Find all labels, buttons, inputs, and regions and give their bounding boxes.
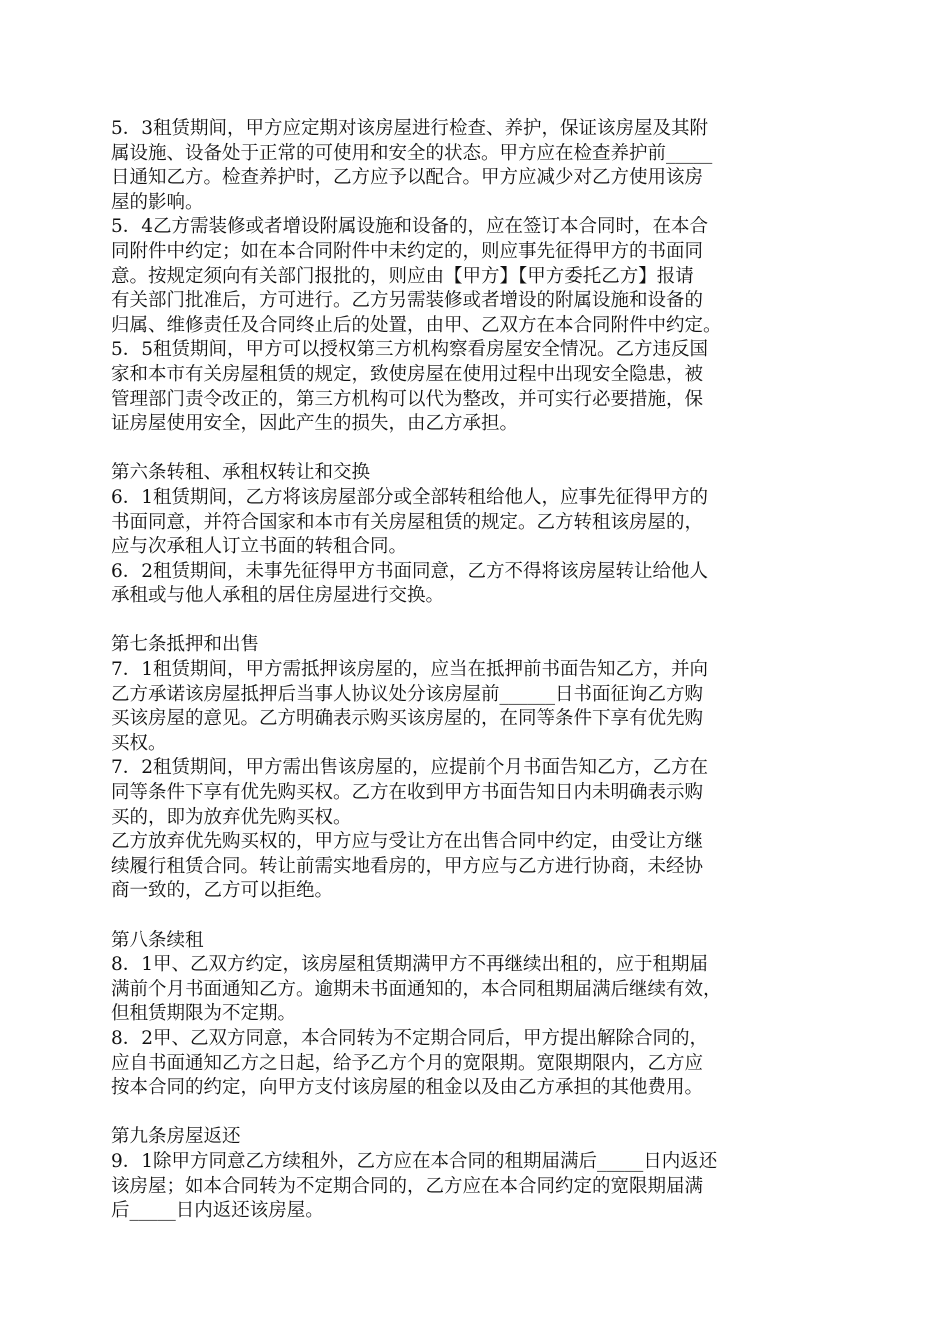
section-clause-5 bbox=[111, 117, 844, 437]
clause-6-2-line-2: 承租或与他人承租的居住房屋进行交换。 bbox=[111, 585, 445, 607]
clause-9-1-line-3: 后_____日内返还该房屋。 bbox=[111, 1200, 324, 1222]
clause-5-3-line-4: 屋的影响。 bbox=[111, 191, 204, 213]
clause-8-2-line-1: 8．2甲、乙双方同意，本合同转为不定期合同后，甲方提出解除合同的， bbox=[111, 1027, 709, 1049]
clause-5-4-line-3: 意。按规定须向有关部门报批的，则应由【甲方】【甲方委托乙方】报请 bbox=[111, 265, 694, 287]
clause-7-1-line-1: 7．1租赁期间，甲方需抵押该房屋的，应当在抵押前书面告知乙方，并向 bbox=[111, 659, 709, 681]
clause-5-4-line-2: 同附件中约定；如在本合同附件中未约定的，则应事先征得甲方的书面同 bbox=[111, 240, 704, 262]
article-9-heading: 第九条房屋返还 bbox=[111, 1126, 241, 1148]
clause-5-3-line-3: 日通知乙方。检查养护时，乙方应予以配合。甲方应减少对乙方使用该房 bbox=[111, 167, 704, 189]
clause-6-1-line-2: 书面同意，并符合国家和本市有关房屋租赁的规定。乙方转租该房屋的， bbox=[111, 511, 704, 533]
section-spacer bbox=[111, 437, 844, 462]
clause-8-2-line-2: 应自书面通知乙方之日起，给予乙方个月的宽限期。宽限期限内，乙方应 bbox=[111, 1052, 704, 1074]
clause-8-1-line-1: 8．1甲、乙双方约定，该房屋租赁期满甲方不再继续出租的，应于租期届 bbox=[111, 954, 709, 976]
clause-5-4-line-4: 有关部门批准后，方可进行。乙方另需装修或者增设的附属设施和设备的 bbox=[111, 290, 704, 312]
clause-7-2-line-3: 买的，即为放弃优先购买权。 bbox=[111, 806, 352, 828]
section-spacer bbox=[111, 904, 844, 929]
clause-6-2-line-1: 6．2租赁期间，未事先征得甲方书面同意，乙方不得将该房屋转让给他人 bbox=[111, 560, 709, 582]
clause-7-2-line-1: 7．2租赁期间，甲方需出售该房屋的，应提前个月书面告知乙方，乙方在 bbox=[111, 757, 709, 779]
clause-5-5-line-4: 证房屋使用安全，因此产生的损失，由乙方承担。 bbox=[111, 413, 519, 435]
document-body bbox=[111, 117, 844, 1224]
article-7-heading: 第七条抵押和出售 bbox=[111, 634, 260, 656]
clause-5-4-line-1: 5．4乙方需装修或者增设附属设施和设备的，应在签订本合同时，在本合 bbox=[111, 216, 709, 238]
clause-7-2-para-line-3: 商一致的，乙方可以拒绝。 bbox=[111, 880, 334, 902]
clause-5-3-line-2: 属设施、设备处于正常的可使用和安全的状态。甲方应在检查养护前_____ bbox=[111, 142, 713, 164]
clause-9-1-line-2: 该房屋；如本合同转为不定期合同的，乙方应在本合同约定的宽限期届满 bbox=[111, 1175, 704, 1197]
clause-6-1-line-3: 应与次承租人订立书面的转租合同。 bbox=[111, 536, 408, 558]
clause-8-1-line-3: 但租赁期限为不定期。 bbox=[111, 1003, 297, 1025]
clause-7-1-line-2: 乙方承诺该房屋抵押后当事人协议处分该房屋前______日书面征询乙方购 bbox=[111, 683, 704, 705]
section-spacer bbox=[111, 1101, 844, 1126]
article-6-heading: 第六条转租、承租权转让和交换 bbox=[111, 462, 371, 484]
section-article-6 bbox=[111, 461, 844, 609]
clause-8-1-line-2: 满前个月书面通知乙方。逾期未书面通知的，本合同租期届满后继续有效， bbox=[111, 978, 722, 1000]
section-article-8 bbox=[111, 929, 844, 1101]
section-article-9 bbox=[111, 1125, 844, 1223]
clause-9-1-line-1: 9．1除甲方同意乙方续租外，乙方应在本合同的租期届满后_____日内返还 bbox=[111, 1150, 718, 1172]
clause-7-2-line-2: 同等条件下享有优先购买权。乙方在收到甲方书面告知日内未明确表示购 bbox=[111, 782, 704, 804]
section-spacer bbox=[111, 609, 844, 634]
clause-5-4-line-5: 归属、维修责任及合同终止后的处置，由甲、乙双方在本合同附件中约定。 bbox=[111, 314, 722, 336]
clause-7-1-line-3: 买该房屋的意见。乙方明确表示购买该房屋的，在同等条件下享有优先购 bbox=[111, 708, 704, 730]
clause-7-2-para-line-1: 乙方放弃优先购买权的，甲方应与受让方在出售合同中约定，由受让方继 bbox=[111, 831, 704, 853]
clause-7-2-para-line-2: 续履行租赁合同。转让前需实地看房的，甲方应与乙方进行协商，未经协 bbox=[111, 855, 704, 877]
clause-5-5-line-1: 5．5租赁期间，甲方可以授权第三方机构察看房屋安全情况。乙方违反国 bbox=[111, 339, 709, 361]
article-8-heading: 第八条续租 bbox=[111, 929, 204, 951]
clause-6-1-line-1: 6．1租赁期间，乙方将该房屋部分或全部转租给他人，应事先征得甲方的 bbox=[111, 486, 709, 508]
clause-7-1-line-4: 买权。 bbox=[111, 732, 167, 754]
section-article-7 bbox=[111, 633, 844, 904]
clause-5-5-line-2: 家和本市有关房屋租赁的规定，致使房屋在使用过程中出现安全隐患，被 bbox=[111, 363, 704, 385]
clause-5-3-line-1: 5．3租赁期间，甲方应定期对该房屋进行检查、养护，保证该房屋及其附 bbox=[111, 118, 709, 139]
clause-5-5-line-3: 管理部门责令改正的，第三方机构可以代为整改，并可实行必要措施，保 bbox=[111, 388, 704, 410]
clause-8-2-line-3: 按本合同的约定，向甲方支付该房屋的租金以及由乙方承担的其他费用。 bbox=[111, 1077, 704, 1099]
